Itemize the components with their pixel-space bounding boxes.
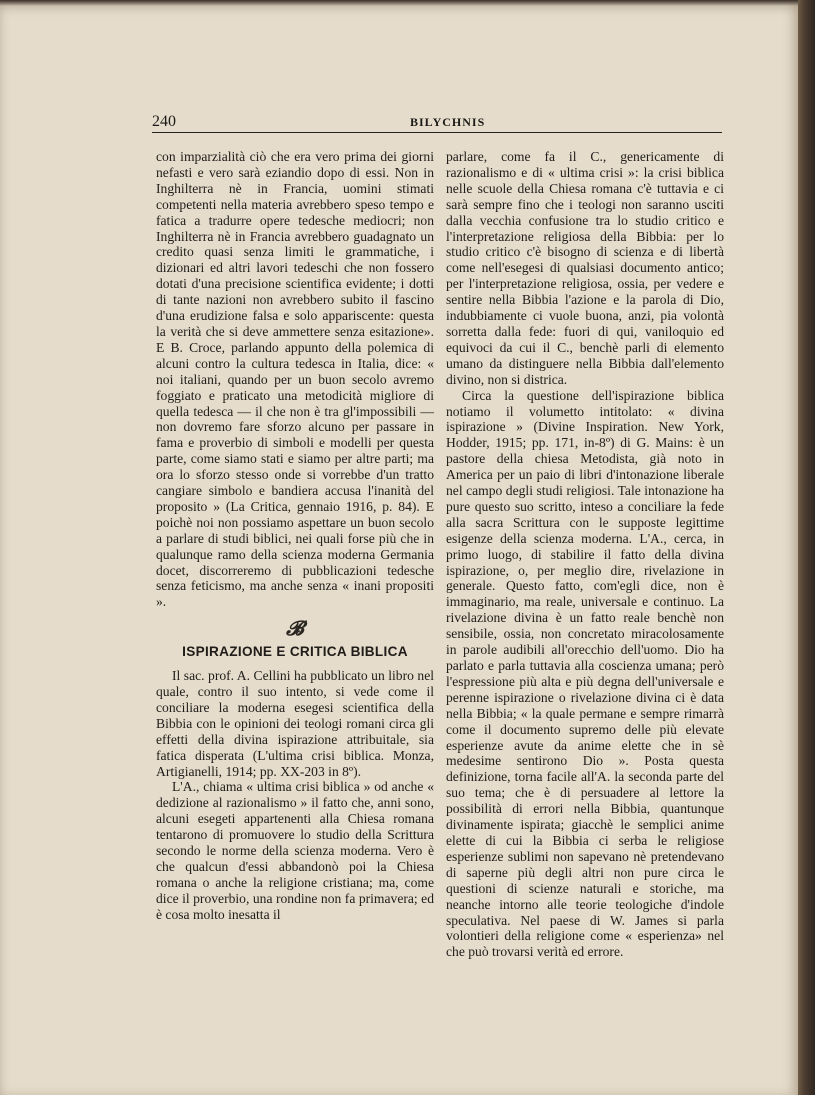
left-paragraph-3: L'A., chiama « ultima crisi biblica » od anche « dedizione al razionalismo » il fatto che, anni sono, alcuni esegeti appartenenti alla Chiesa romana tentarono di promuovere lo studio della Scrittura secondo le norme della scienza moderna. Vero è che qualcun d'essi abbandonò poi la Chiesa romana o anche la religione cristiana; ma, come dice il proverbio, una rondine non fa primavera; ed è cosa molto inesatta il xyxy=(156,779,434,922)
page-number: 240 xyxy=(152,113,176,130)
header-rule xyxy=(152,132,722,133)
page-top-shadow xyxy=(0,0,798,6)
left-column xyxy=(156,149,434,923)
right-paragraph-2: Circa la questione dell'ispirazione biblica notiamo il volumetto intitolato: « divina ispirazione » (Divine Inspiration. New York, Hodder, 1915; pp. 171, in-8º) di G. Mains: è un pastore della chiesa Metodista, già noto in America per un paio di libri d'intonazione liberale nel campo degli studi religiosi. Tale intonazione ha pure questo suo scritto, inteso a conciliare la fede alla sacra Scrittura con le supposte legittime esigenze della scienza moderna. L'A., cerca, in primo luogo, di stabilire il fatto della divina ispirazione, o, per meglio dire, rivelazione in generale. Questo fatto, com'egli dice, non è immaginario, ma reale, universale e continuo. La rivelazione divina è un fatto reale benchè non sensibile, ossia, non concretato miracolosamente in parole audibili all'orecchio dell'uomo. Dio ha parlato e parla tuttavia alla coscienza umana; però l'espressione più alta e più degna dell'universale e perenne ispirazione o rivelazione divina ci è data nella Bibbia; « la quale permane e sempre rimarrà come il documento supremo delle più elevate esperienze avute da anime elette che in sè medesime sentirono Dio ». Posta questa definizione, torna facile all'A. la seconda parte del suo tema; che è di persuadere al lettore la possibilità di errori nella Bibbia, quantunque divinamente ispirata; giacchè le semplici anime elette di cui la Bibbia ci serba le religiose esperienze sublimi non sapevano nè pretendevano di saperne più degli altri non pure circa le questioni di scienze naturali e storiche, ma neanche intorno alle teorie teologiche d'indole speculativa. Nel paese di W. James si parla volontieri della religione come « esperienza» nel che può trovarsi verità ed errore. xyxy=(446,387,724,960)
page-edge xyxy=(798,0,815,1095)
left-paragraph-2: Il sac. prof. A. Cellini ha pubblicato un libro nel quale, contro il suo intento, si vede come il conciliare la moderna esegesi scientifica della Bibbia con le opinioni dei teologi romani circa gli effetti della divina ispirazione attribuitale, sia fatica disperata (L'ultima crisi biblica. Monza, Artigianelli, 1914; pp. XX-203 in 8º). xyxy=(156,668,434,779)
right-paragraph-1: parlare, come fa il C., genericamente di razionalismo e di « ultima crisi »: la crisi biblica nelle scuole della Chiesa romana c'è tuttavia e ci sarà sempre fino che i teologi non saranno usciti dalla vecchia confusione tra lo studio critico e l'interpretazione religiosa della Bibbia: per lo studio critico c'è bisogno di scienza e di libertà come nell'esegesi di qualsiasi documento antico; per l'interpretazione religiosa, ossia, per vedere e sentire nella Bibbia l'azione e la parola di Dio, indubbiamente ci vuole buona, anzi, pia volontà sorretta dalla fede: fuori di qui, vaniloquio ed equivoci da cui il C., benchè parli di elemento umano da distinguere nella Bibbia dall'elemento divino, non si districa. xyxy=(446,149,724,387)
ornament-divider: 𝓑 xyxy=(286,618,304,641)
left-paragraph-1: con imparzialità ciò che era vero prima dei giorni nefasti e vero sarà eziandio dopo di essi. Non in Inghilterra nè in Francia, uomini stimati competenti nella materia avrebbero speso tempo e fatica a tradurre opere tedesche mediocri; non Inghilterra nè in Francia avrebbero guadagnato un credito quasi senza limiti le grammatiche, i dizionari ed altri lavori tedeschi che non fossero dotati d'una precisione scientifica evidente; i dotti di tante nazioni non avrebbero subito il fascino d'una erudizione falsa e solo appariscente: questa la verità che si deve ammettere senza esitazione». E B. Croce, parlando appunto della polemica di alcuni contro la cultura tedesca in Italia, dice: « noi italiani, quando per un buon secolo avremo foggiato e praticato una metodicità migliore di quella tedesca — il che non è tra gl'impossibili — non dovremo fare sforzo alcuno per passare in fama e proverbio di simboli e modelli per questa parte, come siamo stati e siamo per altre parti; ma ora lo sforzo stesso onde si vorrebbe d'un tratto cangiare simbolo e bandiera accusa l'inanità del proposito » (La Critica, gennaio 1916, p. 84). E poichè noi non possiamo aspettare un buon secolo a parlare di studi biblici, nei quali forse più che in qualunque ramo della scienza moderna Germania docet, discorreremo di pubblicazioni tedesche senza feticismo, ma anche senza « inani propositi ». xyxy=(156,149,434,610)
section-heading: ISPIRAZIONE E CRITICA BIBLICA xyxy=(182,644,408,660)
right-column xyxy=(446,149,724,960)
running-title: BILYCHNIS xyxy=(410,115,486,129)
